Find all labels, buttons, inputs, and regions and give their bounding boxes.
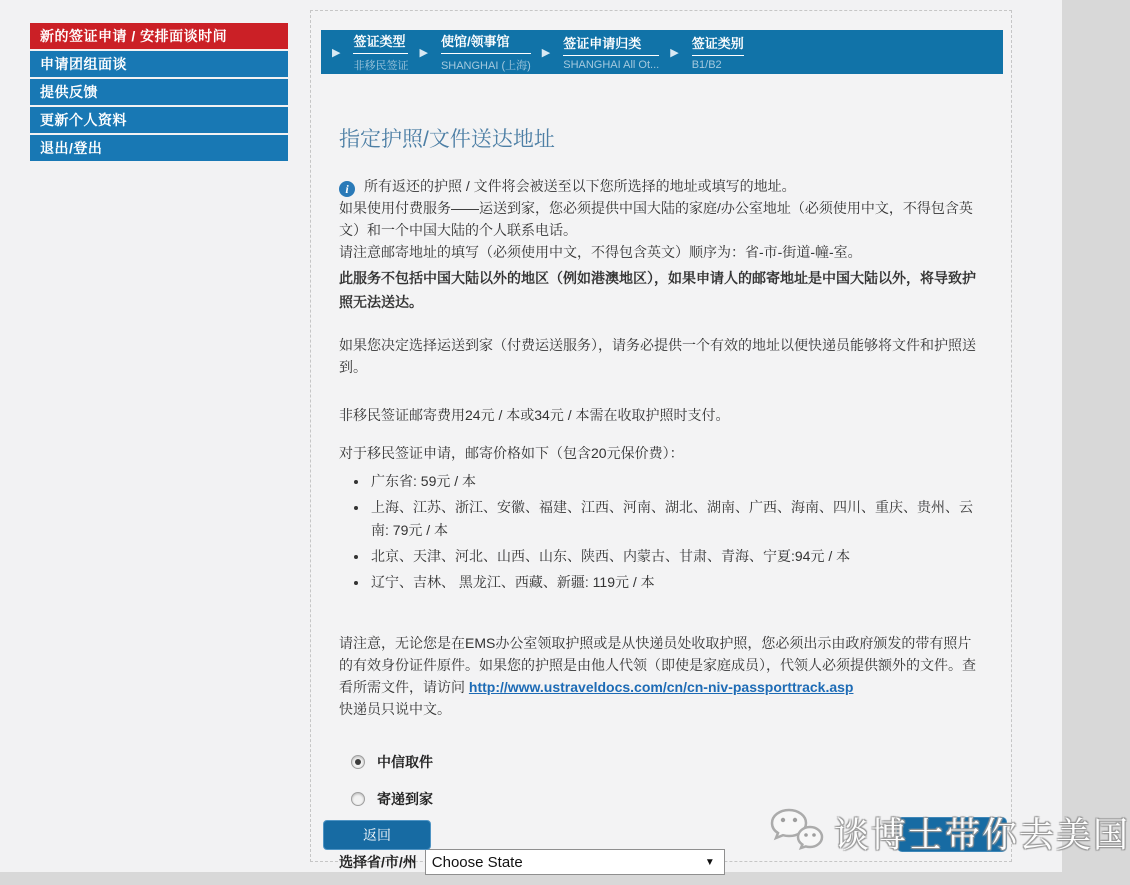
fee-list-item: • 北京、天津、河北、山西、山东、陕西、内蒙古、甘肃、青海、宁夏:94元 / 本 <box>369 545 985 568</box>
state-select-input[interactable] <box>426 850 724 874</box>
fee-list-item: • 上海、江苏、浙江、安徽、福建、江西、河南、湖北、湖南、广西、海南、四川、重庆、贵州、云南: 79元 / 本 <box>369 496 985 542</box>
radio-button-icon[interactable] <box>351 755 365 769</box>
sidebar-item-group-interview[interactable] <box>30 51 288 77</box>
radio-label: 中信取件 <box>377 754 433 770</box>
pickup-note: 请注意，无论您是在EMS办公室领取护照或是从快递员处收取护照，您必须出示由政府颁发的带有照片的有效身份证件原件。如果您的护照是由他人代领（即使是家庭成员），代领人必须提供额外的文件。查看所需文件，请访问 <box>339 635 976 695</box>
main-panel <box>310 10 1012 870</box>
home-delivery-note: 如果您决定选择运送到家（付费运送服务），请务必提供一个有效的地址以便快递员能够将文件和护照送到。 <box>339 337 976 375</box>
sidebar-item-label: 更新个人资料 <box>40 112 127 128</box>
back-button[interactable]: 返回 <box>323 820 431 850</box>
sidebar-item-feedback[interactable] <box>30 79 288 105</box>
radio-home-delivery[interactable] <box>351 789 985 809</box>
state-select-row <box>339 849 985 875</box>
chevron-right-icon: ▶ <box>419 46 428 59</box>
state-select[interactable] <box>425 849 725 875</box>
chevron-right-icon: ▶ <box>541 46 551 59</box>
pickup-note-block <box>339 632 985 720</box>
chevron-right-icon: ▶ <box>332 46 341 59</box>
info-block <box>339 175 985 314</box>
watermark-text: 谈博士带你去美国 <box>834 815 1130 855</box>
step-visa-category-group[interactable] <box>531 33 659 71</box>
page-title: 指定护照/文件送达地址 <box>339 128 555 151</box>
info-line-2: 如果使用付费服务——运送到家，您必须提供中国大陆的家庭/办公室地址（必须使用中文，不得包含英文）和一个中国大陆的个人联系电话。 <box>339 200 973 238</box>
fee-list-item: • 广东省: 59元 / 本 <box>369 470 985 493</box>
info-line-3: 请注意邮寄地址的填写（必须使用中文，不得包含英文）顺序为：省-市-街道-幢-室。 <box>339 244 862 260</box>
step-title: 使馆/领事馆 <box>441 31 531 54</box>
step-embassy[interactable] <box>408 31 530 73</box>
step-title: 签证申请归类 <box>563 33 659 56</box>
info-line-1: 所有返还的护照 / 文件将会被送至以下您所选择的地址或填写的地址。 <box>364 178 796 194</box>
breadcrumb-stepper <box>321 30 1003 74</box>
step-visa-type[interactable] <box>321 31 408 73</box>
iv-fee-list <box>369 470 985 594</box>
sidebar-item-new-application[interactable] <box>30 23 288 49</box>
courier-language-note: 快递员只说中文。 <box>339 701 451 717</box>
info-icon: i <box>339 181 355 197</box>
dropdown-arrow-icon: ▼ <box>704 857 715 868</box>
warning-text: 此服务不包括中国大陆以外的地区（例如港澳地区），如果申请人的邮寄地址是中国大陆以外，将导致护照无法送达。 <box>339 270 976 310</box>
step-title: 签证类别 <box>692 33 744 56</box>
passport-track-link[interactable]: http://www.ustraveldocs.com/cn/cn-niv-passporttrack.asp <box>468 679 854 695</box>
iv-fee-intro: 对于移民签证申请，邮寄价格如下（包含20元保价费）： <box>339 445 684 461</box>
radio-citic-pickup[interactable] <box>351 752 985 772</box>
step-visa-class[interactable] <box>659 33 743 71</box>
step-subtitle: SHANGHAI All Ot... <box>563 59 660 71</box>
step-subtitle: SHANGHAI (上海) <box>440 60 531 72</box>
step-title: 签证类型 <box>353 31 408 54</box>
state-select-label: 选择省/市/州 <box>339 854 417 870</box>
sidebar-item-label: 申请团组面谈 <box>40 56 127 72</box>
continue-button[interactable] <box>897 817 1007 852</box>
sidebar-item-update-profile[interactable] <box>30 107 288 133</box>
fee-list-item: • 辽宁、吉林、 黑龙江、西藏、新疆: 119元 / 本 <box>369 571 985 594</box>
sidebar-item-label: 退出/登出 <box>40 140 103 156</box>
sidebar-item-label: 新的签证申请 / 安排面谈时间 <box>40 28 228 44</box>
chevron-right-icon: ▶ <box>670 46 679 59</box>
radio-button-icon[interactable] <box>351 792 365 806</box>
step-subtitle: B1/B2 <box>691 59 722 71</box>
sidebar-item-logout[interactable] <box>30 135 288 161</box>
sidebar-item-label: 提供反馈 <box>40 84 98 100</box>
radio-label: 寄递到家 <box>377 791 433 807</box>
step-subtitle: 非移民签证 <box>353 60 409 72</box>
delivery-option-group <box>351 752 985 809</box>
niv-fee-note: 非移民签证邮寄费用24元 / 本或34元 / 本需在收取护照时支付。 <box>339 407 730 423</box>
panel-content <box>339 123 985 875</box>
sidebar-nav <box>30 23 288 163</box>
